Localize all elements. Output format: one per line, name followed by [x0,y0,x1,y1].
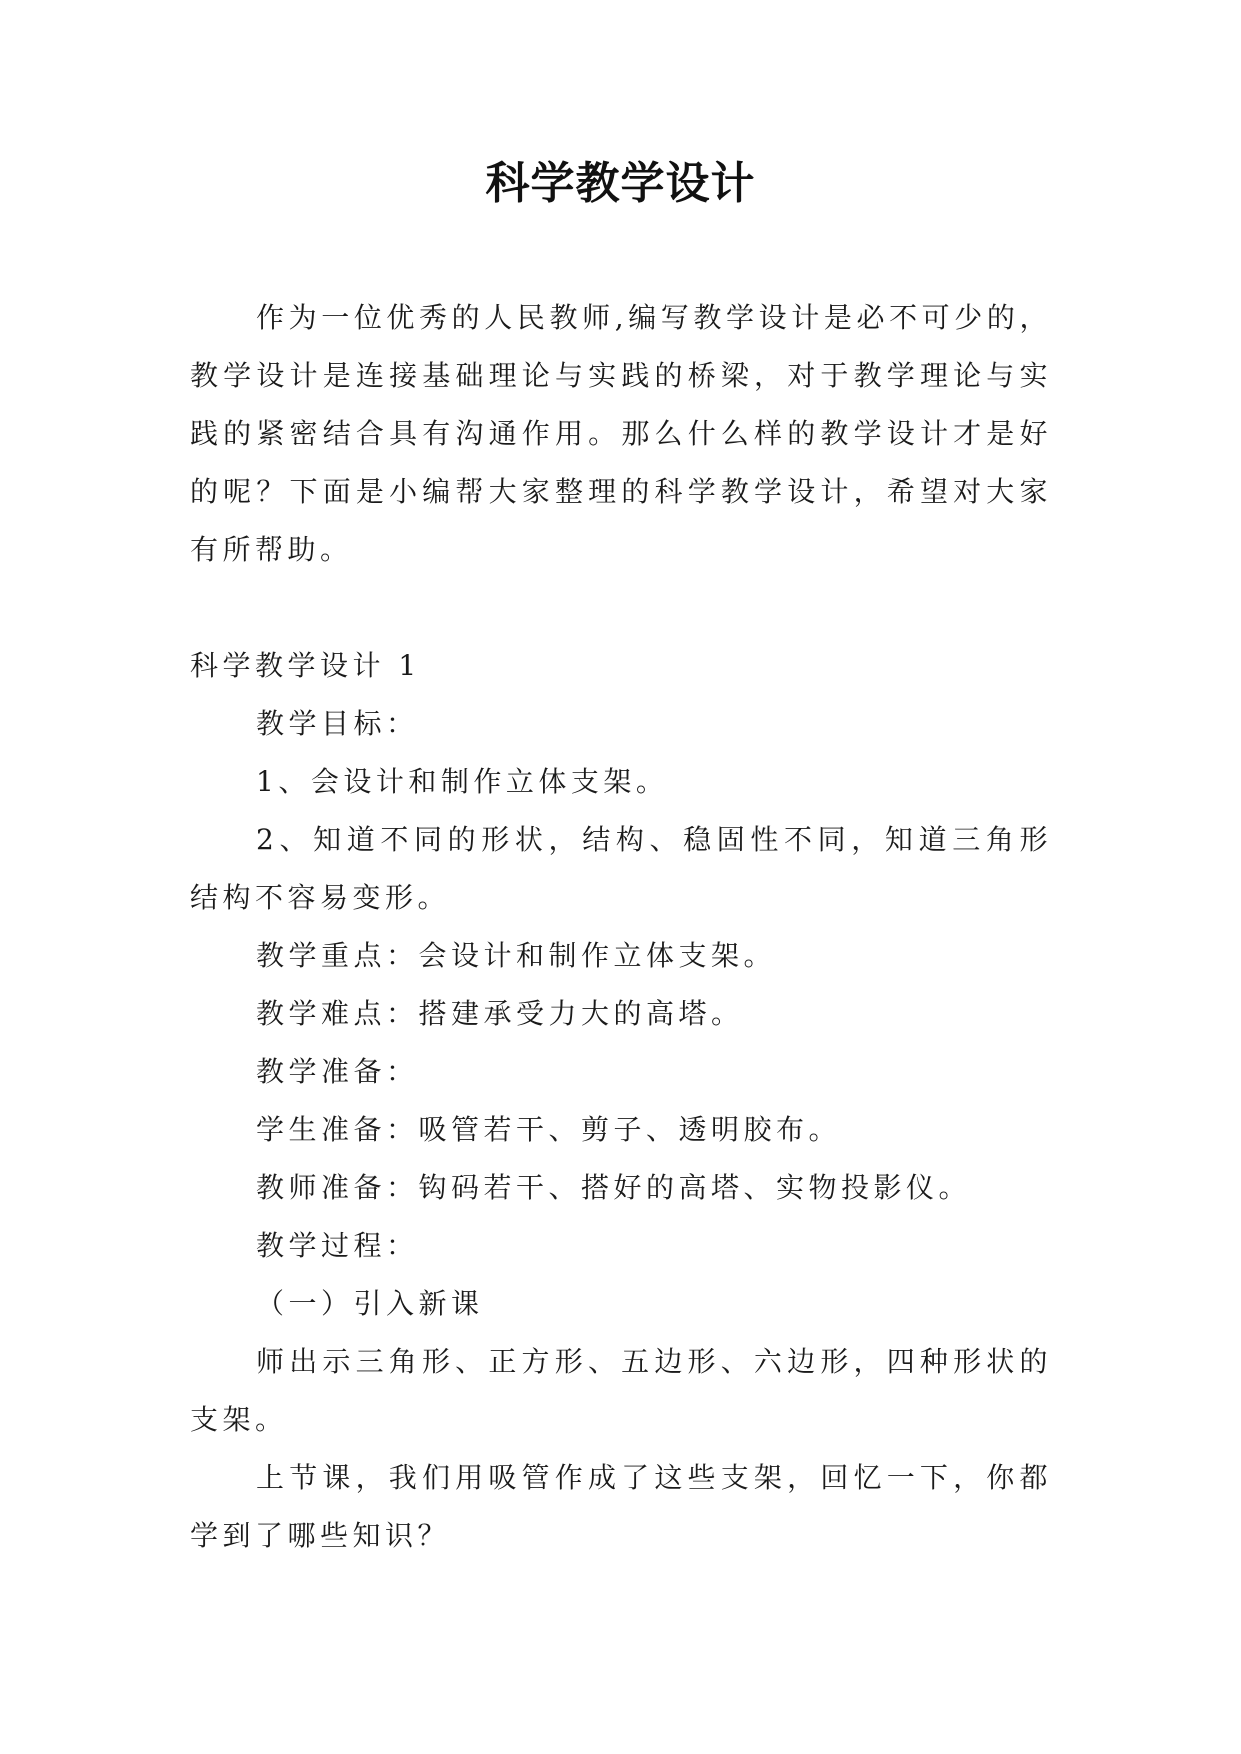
paragraph-key-point: 教学重点：会设计和制作立体支架。 [256,939,777,972]
paragraph-student-prep: 学生准备：吸管若干、剪子、透明胶布。 [256,1113,842,1146]
paragraph-process: 教学过程： [256,1229,419,1262]
section-heading: 科学教学设计 1 [190,649,421,682]
paragraph-goal-2: 2、知道不同的形状，结构、稳固性不同，知道三角形结构不容易变形。 [190,823,1052,914]
document-title: 科学教学设计 [485,158,756,209]
paragraph-intro-lesson: （一）引入新课 [256,1287,484,1320]
paragraph-teacher-shows: 师出示三角形、正方形、五边形、六边形，四种形状的支架。 [190,1345,1052,1436]
paragraph-difficulty: 教学难点：搭建承受力大的高塔。 [256,997,744,1030]
document-content [190,637,1052,1565]
paragraph-preparation: 教学准备： [256,1055,419,1088]
paragraph-recall: 上节课，我们用吸管作成了这些支架，回忆一下，你都学到了哪些知识？ [190,1461,1052,1552]
paragraph-goal-1: 1、会设计和制作立体支架。 [256,765,669,798]
paragraph-teaching-goals: 教学目标： [256,707,419,740]
paragraph-teacher-prep: 教师准备：钩码若干、搭好的高塔、实物投影仪。 [256,1171,972,1204]
intro-paragraph: 作为一位优秀的人民教师,编写教学设计是必不可少的，教学设计是连接基础理论与实践的桥梁，对于教学理论与实践的紧密结合具有沟通作用。那么什么样的教学设计才是好的呢？下面是小编帮大家整理的科学教学设计，希望对大家有所帮助。 [190,301,1052,566]
